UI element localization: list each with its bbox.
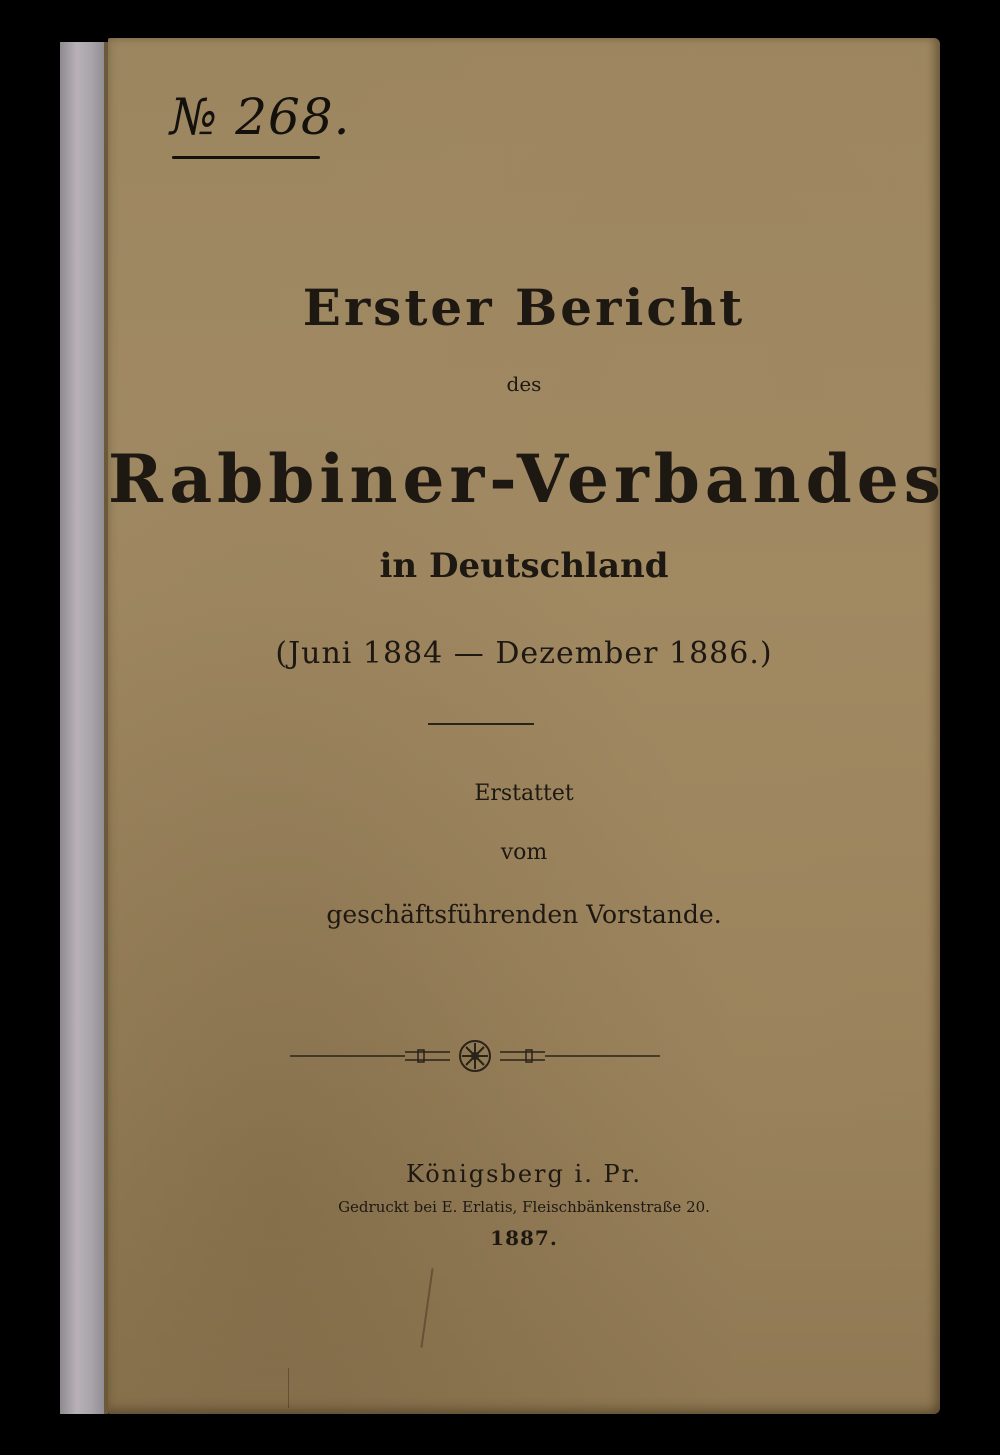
handwritten-shelfmark: № 268. [170,88,351,146]
spine-binding-strip [60,42,108,1414]
pamphlet-cover [108,38,946,1414]
divider-rule [428,723,534,725]
reported-label: Erstattet [474,781,574,806]
title-line-4: in Deutschland [379,546,669,586]
paper-crease [420,1268,433,1347]
title-line-1: Erster Bericht [302,278,746,337]
paper-crease [288,1368,289,1408]
title-line-3: Rabbiner-Verbandes [108,440,946,518]
place-of-publication: Königsberg i. Pr. [405,1160,643,1188]
shelfmark-underline [172,156,320,159]
ornamental-divider [290,1038,660,1074]
printer-line: Gedruckt bei E. Erlatis, Fleischbänkenstraße 20. [338,1198,710,1216]
by-label: vom [500,840,548,865]
publication-year: 1887. [490,1226,558,1250]
date-range: (Juni 1884 — Dezember 1886.) [275,636,773,671]
title-line-2: des [506,372,542,396]
board-label: geschäftsführenden Vorstande. [326,900,722,929]
